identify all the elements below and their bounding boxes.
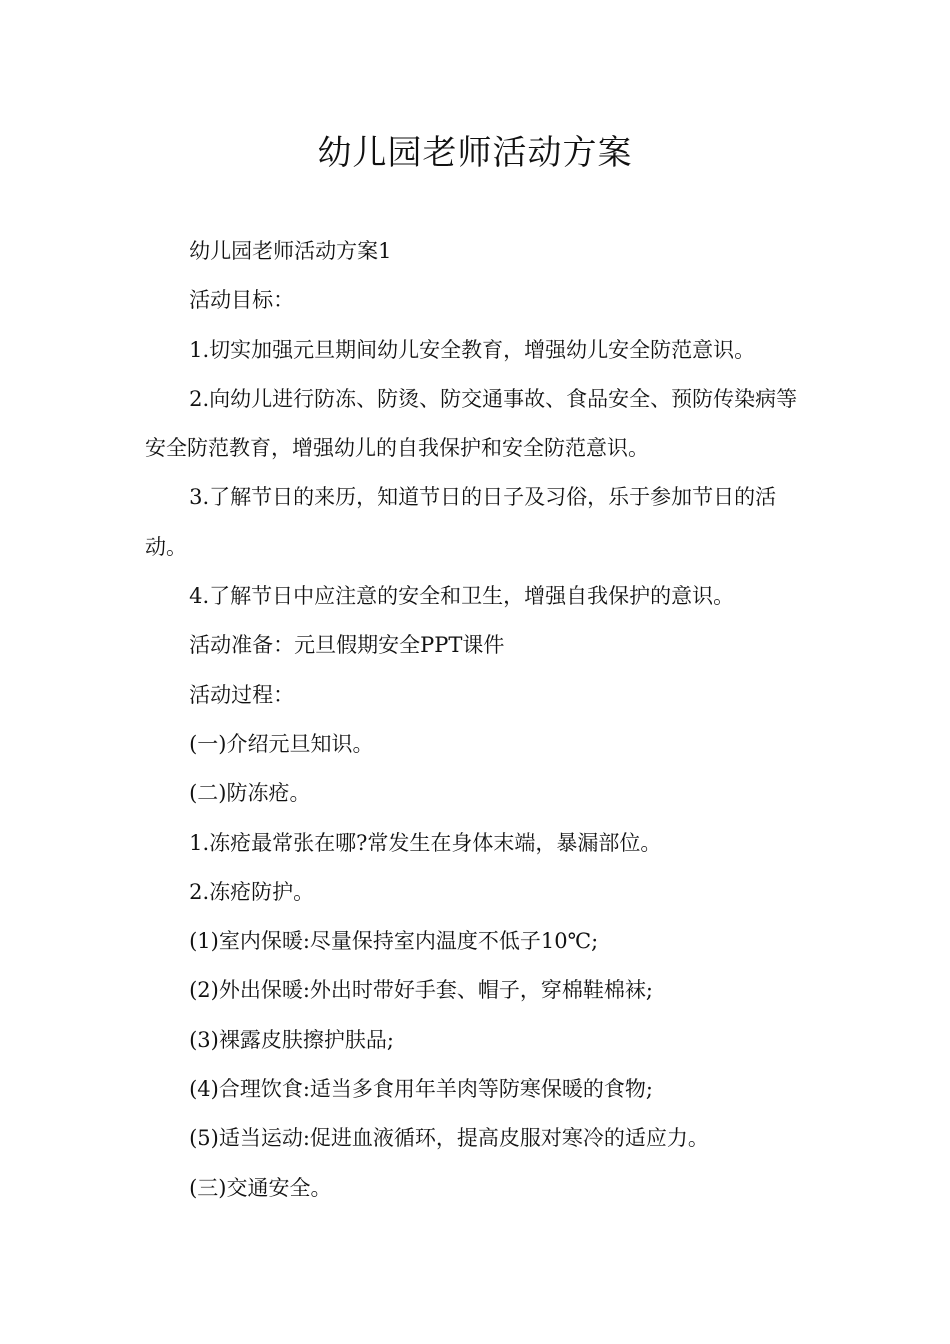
paragraph-protect-3: (3)裸露皮肤擦护肤品; bbox=[189, 1027, 394, 1052]
paragraph-goal-3: 3.了解节日的来历，知道节日的日子及习俗，乐于参加节日的活动。 bbox=[145, 485, 777, 559]
paragraph-frostbite-1: 1.冻疮最常张在哪?常发生在身体末端，暴漏部位。 bbox=[189, 830, 662, 855]
paragraph-process-label: 活动过程： bbox=[189, 682, 295, 707]
paragraph-process-1: (一)介绍元旦知识。 bbox=[189, 731, 374, 756]
paragraph-protect-4: (4)合理饮食:适当多食用年羊肉等防寒保暖的食物; bbox=[189, 1077, 653, 1102]
paragraph-goal-4: 4.了解节日中应注意的安全和卫生，增强自我保护的意识。 bbox=[189, 584, 735, 609]
document-body bbox=[145, 227, 810, 1213]
paragraph-preparation: 活动准备：元旦假期安全PPT课件 bbox=[189, 633, 505, 658]
paragraph-protect-2: (2)外出保暖:外出时带好手套、帽子，穿棉鞋棉袜; bbox=[189, 978, 653, 1003]
paragraph-goal-1: 1.切实加强元旦期间幼儿安全教育，增强幼儿安全防范意识。 bbox=[189, 337, 756, 362]
document-title: 幼儿园老师活动方案 bbox=[317, 133, 633, 173]
paragraph-goal-2: 2.向幼儿进行防冻、防烫、防交通事故、食品安全、预防传染病等安全防范教育，增强幼儿的自我保护和安全防范意识。 bbox=[145, 386, 798, 461]
paragraph-protect-5: (5)适当运动:促进血液循环，提高皮服对寒冷的适应力。 bbox=[189, 1126, 709, 1151]
paragraph-frostbite-2: 2.冻疮防护。 bbox=[189, 879, 315, 904]
paragraph-section-heading: 幼儿园老师活动方案1 bbox=[189, 239, 392, 263]
paragraph-protect-1: (1)室内保暖:尽量保持室内温度不低子10℃; bbox=[189, 929, 599, 954]
paragraph-process-3: (三)交通安全。 bbox=[189, 1175, 332, 1200]
paragraph-process-2: (二)防冻疮。 bbox=[189, 781, 311, 806]
paragraph-goals-label: 活动目标： bbox=[189, 288, 295, 313]
